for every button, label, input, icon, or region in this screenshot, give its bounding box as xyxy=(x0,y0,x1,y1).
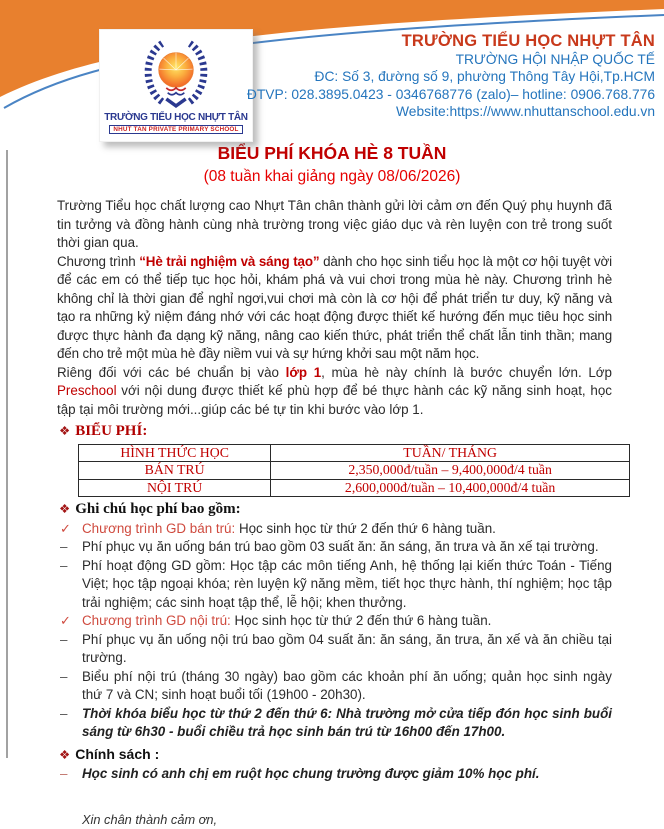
note-text: Phí phục vụ ăn uống bán trú bao gồm 03 suất ăn: ăn sáng, ăn trưa và ăn xế tại trường. xyxy=(82,538,612,557)
school-type: TRƯỜNG HỘI NHẬP QUỐC TẾ xyxy=(247,51,655,69)
list-item xyxy=(57,631,612,668)
fee-type-cell: BÁN TRÚ xyxy=(79,462,271,480)
check-icon: ✓ xyxy=(57,612,82,631)
policy-text: Học sinh có anh chị em ruột học chung trường được giảm 10% học phí. xyxy=(82,765,612,784)
note-text: Học sinh học từ thứ 2 đến thứ 6 hàng tuần. xyxy=(231,613,492,628)
fee-table-header-type: HÌNH THỨC HỌC xyxy=(79,444,271,462)
paragraph-grade1 xyxy=(57,364,612,420)
paragraph-grade1-mid: , mùa hè này chính là bước chuyển lớn. Lớp xyxy=(321,365,612,380)
section-policy-heading xyxy=(59,745,612,765)
notes-heading-label: Ghi chú học phí bao gồm: xyxy=(75,501,240,517)
dash-bullet-icon: – xyxy=(57,538,82,557)
note-text: Học sinh học từ thứ 2 đến thứ 6 hàng tuần. xyxy=(235,521,496,536)
school-logo xyxy=(99,29,253,142)
table-row xyxy=(79,462,630,480)
contact-block xyxy=(247,33,655,121)
list-item xyxy=(57,557,612,613)
list-item xyxy=(57,612,612,631)
page-title: BIỂU PHÍ KHÓA HÈ 8 TUẦN xyxy=(0,143,664,164)
list-item xyxy=(57,668,612,705)
school-website-link[interactable]: Website:https://www.nhuttanschool.edu.vn xyxy=(247,103,655,121)
note-label: Chương trình GD nội trú: xyxy=(82,613,231,628)
fee-table xyxy=(78,444,630,498)
paragraph-grade1-rest: với nội dung được thiết kế phù hợp để bé thực hành các kỹ năng sinh hoạt, học tập tại môi trường mới...giúp các bé tự tin khi bước vào lớp 1. xyxy=(57,383,612,417)
program-name-highlight: “Hè trải nghiệm và sáng tạo” xyxy=(139,254,319,269)
preschool-highlight: Preschool xyxy=(57,383,117,398)
dash-bullet-icon: – xyxy=(57,668,82,705)
dash-bullet-icon: – xyxy=(57,705,82,742)
closing-line: Xin chân thành cảm ơn, xyxy=(82,811,612,829)
policy-heading-label: Chính sách : xyxy=(75,746,159,762)
paragraph-grade1-pre: Riêng đối với các bé chuẩn bị vào xyxy=(57,365,286,380)
note-text: Biểu phí nội trú (tháng 30 ngày) bao gồm các khoản phí ăn uống; quản học sinh ngày thứ 7 và CN; sinh hoạt buổi tối (19h00 - 20h30). xyxy=(82,668,612,705)
school-phone: ĐTVP: 028.3895.0423 - 0346768776 (zalo)– hotline: 0906.768.776 xyxy=(247,86,655,104)
note-text: Phí hoạt động GD gồm: Học tập các môn tiếng Anh, hệ thống lại kiến thức Toán - Tiếng Việt; học tập ngoại khóa; rèn luyện kỹ năng mềm, tiết học thực hành, thí nghiệm; học tập trải nghiệm; các sinh hoạt tập thể, lễ hội; khen thưởng. xyxy=(82,557,612,613)
logo-school-name-en: NHUT TAN PRIVATE PRIMARY SCHOOL xyxy=(109,125,242,134)
dash-bullet-icon: – xyxy=(57,631,82,668)
note-text: Phí phục vụ ăn uống nội trú bao gồm 04 suất ăn: ăn sáng, ăn trưa, ăn xế và ăn chiều tại trường. xyxy=(82,631,612,668)
fee-price-cell: 2,350,000đ/tuần – 9,400,000đ/4 tuần xyxy=(271,462,630,480)
logo-school-name: TRƯỜNG TIỂU HỌC NHỰT TÂN xyxy=(104,112,247,123)
diamond-bullet-icon: ❖ xyxy=(59,424,70,438)
fee-type-cell: NỘI TRÚ xyxy=(79,479,271,497)
paragraph-program xyxy=(57,253,612,364)
school-name: TRƯỜNG TIỂU HỌC NHỰT TÂN xyxy=(247,33,655,51)
fee-price-cell: 2,600,000đ/tuần – 10,400,000đ/4 tuần xyxy=(271,479,630,497)
dash-bullet-icon: – xyxy=(57,765,82,784)
paragraph-program-rest: dành cho học sinh tiểu học là một cơ hội tuyệt vời để các em có thể tiếp tục học hỏi, khám phá và vui chơi trong mùa hè này. Chương trình hè không chỉ là thời gian để nghỉ ngơi,vui chơi mà còn là cơ hội để phát triển tư duy, kỹ năng và tạo ra những kỷ niệm đáng nhớ với các hoạt động được thiết kế hướng đến mục tiêu học sinh được thực hành đa dạng kỹ năng, nâng cao kiến thức, phát triển thể chất lẫn tinh thần; mang đến cho trẻ một mùa hè đầy niềm vui và sự hứng khởi sau một năm học. xyxy=(57,254,612,362)
page-subtitle: (08 tuần khai giảng ngày 08/06/2026) xyxy=(0,168,664,186)
school-address: ĐC: Số 3, đường số 9, phường Thông Tây Hội,Tp.HCM xyxy=(247,68,655,86)
paragraph-thanks: Trường Tiểu học chất lượng cao Nhựt Tân chân thành gửi lời cảm ơn đến Quý phụ huynh đã tin tưởng và đồng hành cùng nhà trường trong việc giáo dục và rèn luyện con trẻ trong suốt thời gian qua. xyxy=(57,197,612,253)
section-fees-heading xyxy=(59,422,612,441)
dash-bullet-icon: – xyxy=(57,557,82,613)
note-label: Chương trình GD bán trú: xyxy=(82,521,235,536)
diamond-bullet-icon: ❖ xyxy=(59,502,70,516)
diamond-bullet-icon: ❖ xyxy=(59,748,70,762)
list-item xyxy=(57,705,612,742)
grade1-highlight: lớp 1 xyxy=(286,365,322,380)
page-edge-line xyxy=(6,150,8,758)
fee-table-header-price: TUẦN/ THÁNG xyxy=(271,444,630,462)
fees-heading-label: BIỂU PHÍ: xyxy=(75,423,147,439)
check-icon: ✓ xyxy=(57,520,82,539)
section-notes-heading xyxy=(59,500,612,519)
table-row xyxy=(79,479,630,497)
note-text-schedule: Thời khóa biểu học từ thứ 2 đến thứ 6: Nhà trường mở cửa tiếp đón học sinh buổi sáng từ 6h30 - buổi chiều trả học sinh bán trú từ 16h00 đến 17h00. xyxy=(82,705,612,742)
list-item xyxy=(57,765,612,784)
paragraph-program-pre: Chương trình xyxy=(57,254,139,269)
list-item xyxy=(57,538,612,557)
fee-table-header-row xyxy=(79,444,630,462)
school-logo-emblem-icon xyxy=(133,38,219,110)
list-item xyxy=(57,520,612,539)
